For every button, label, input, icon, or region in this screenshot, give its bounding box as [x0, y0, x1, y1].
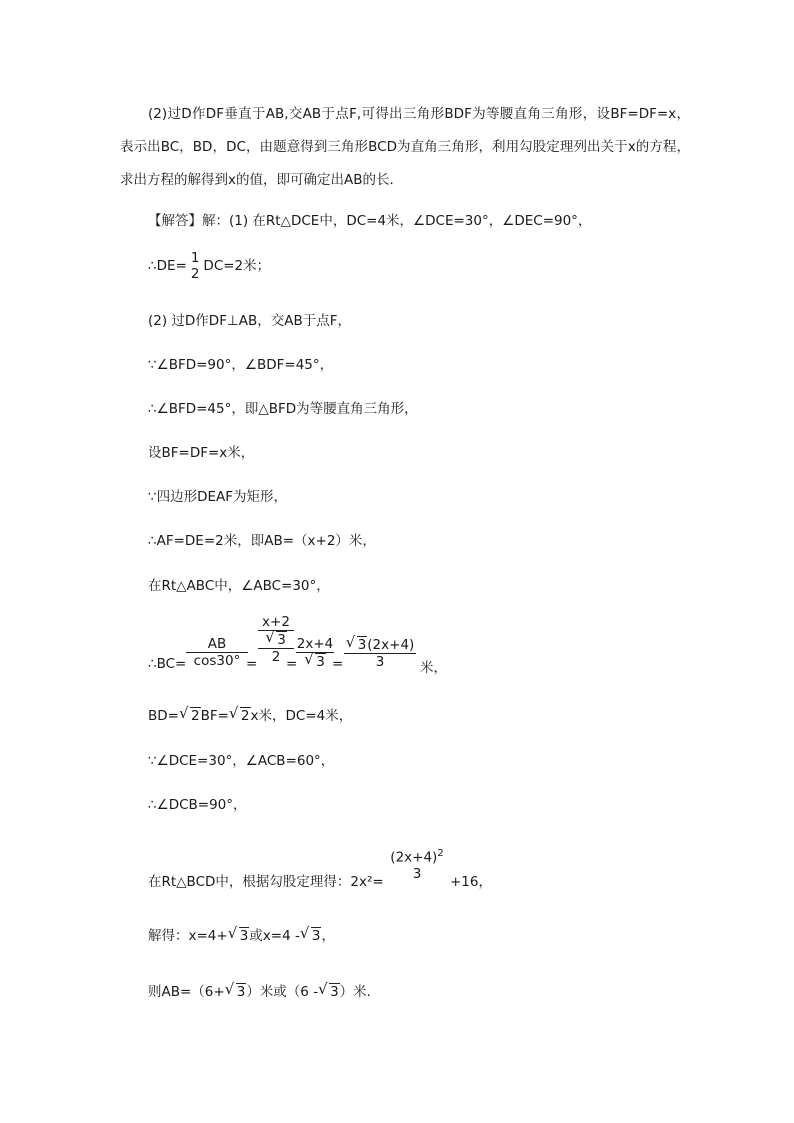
- sqrt-expression: [258, 628, 294, 649]
- analysis-paragraph: [120, 98, 690, 197]
- answer-text: (1) 在Rt△DCE中，DC=4米，∠DCE=30°，∠DEC=90°，: [229, 213, 592, 229]
- radicand: 3: [239, 928, 249, 944]
- radical-icon: √: [228, 704, 239, 722]
- radical-icon: √: [265, 628, 275, 646]
- denominator: 3: [375, 654, 385, 670]
- fraction: [189, 250, 202, 282]
- text-segment: ）米或（6 -: [246, 984, 319, 1000]
- text-segment: 解得：x=4+: [148, 928, 228, 944]
- exponent: 2: [437, 848, 444, 859]
- sqrt: [265, 628, 287, 648]
- radicand: 3: [277, 632, 286, 648]
- denominator: 2: [190, 266, 200, 282]
- text-segment: 在Rt△BCD中，根据勾股定理得：2x²=: [148, 874, 384, 890]
- text-segment: ∵∠DCE=30°，∠ACB=60°，: [148, 753, 335, 769]
- text-segment: 在Rt△ABC中，∠ABC=30°，: [148, 578, 330, 594]
- numerator: 1: [190, 250, 200, 266]
- sqrt-expression: [296, 650, 334, 670]
- sqrt: [318, 980, 340, 1000]
- text-segment: ∴BC=: [148, 656, 187, 672]
- radical-icon: √: [224, 980, 235, 998]
- text-segment: (2) 过D作DF⊥AB，交AB于点F，: [148, 313, 351, 329]
- sqrt: [228, 704, 251, 724]
- fraction-ab-cos: [186, 636, 248, 669]
- answer-line-5: [148, 400, 418, 418]
- radicand: 3: [357, 637, 367, 653]
- bd-line: [148, 704, 352, 724]
- text-segment: ∴∠BFD=45°，即△BFD为等腰直角三角形，: [148, 401, 418, 417]
- text-segment: 设BF=DF=x米，: [148, 445, 255, 461]
- text-segment: ∴DE=: [148, 258, 187, 274]
- text-segment: (2x+4): [390, 849, 438, 866]
- radical-icon: √: [178, 704, 189, 722]
- sqrt: [304, 650, 326, 670]
- sqrt: [299, 924, 322, 944]
- sqrt: [345, 633, 368, 653]
- radicand: 3: [316, 654, 325, 670]
- radical-icon: √: [318, 980, 328, 998]
- radical-icon: √: [299, 924, 310, 942]
- text-segment: x米，DC=4米，: [250, 708, 353, 724]
- numerator: [344, 633, 416, 654]
- text-segment: (2x+4): [367, 637, 415, 653]
- solution-line: [148, 924, 335, 944]
- radicand: 2: [190, 708, 200, 724]
- equals-sign: =: [332, 656, 344, 672]
- answer-line-3: [148, 312, 351, 330]
- numerator: x+2: [258, 614, 294, 631]
- text-segment: ，: [321, 928, 335, 944]
- radicand: 3: [330, 984, 339, 1000]
- sqrt: [224, 980, 247, 1000]
- analysis-text: (2)过D作DF垂直于AB,交AB于点F,可得出三角形BDF为等腰直角三角形，设BF=DF=x，表示出BC，BD，DC，由题意得到三角形BCD为直角三角形，利用勾股定理列出关于x的方程，求出方程的解得到x的值，即可确定出AB的长．: [120, 106, 690, 188]
- unit-text: 米，: [420, 660, 447, 676]
- answer-line-4: [148, 356, 333, 374]
- answer-label: 【解答】解：: [148, 213, 229, 229]
- radical-icon: √: [345, 633, 356, 651]
- fraction-2x4-sqrt3: [296, 636, 334, 670]
- equals-sign: =: [246, 656, 258, 672]
- numerator: AB: [186, 636, 248, 653]
- answer-line-12: [148, 796, 247, 814]
- text-segment: ∵四边形DEAF为矩形，: [148, 489, 288, 505]
- text-segment: 或x=4 -: [249, 928, 300, 944]
- text-segment: BD=: [148, 708, 179, 724]
- text-segment: BF=: [200, 708, 229, 724]
- radicand: 2: [240, 708, 250, 724]
- denominator: 2: [271, 649, 281, 665]
- numerator: 2x+4: [296, 636, 334, 652]
- text-segment: ∵∠BFD=90°，∠BDF=45°，: [148, 357, 334, 373]
- fraction-final: [344, 633, 416, 670]
- radical-icon: √: [227, 924, 238, 942]
- text-segment: ∴AF=DE=2米，即AB=（x+2）米，: [148, 533, 376, 549]
- final-answer-line: [148, 980, 380, 1000]
- denominator: cos30°: [193, 653, 241, 669]
- radical-icon: √: [304, 650, 314, 668]
- answer-line-6: [148, 444, 254, 462]
- radicand: 3: [236, 984, 246, 1000]
- fraction-squared: [382, 848, 452, 882]
- text-segment: ∴∠DCB=90°，: [148, 797, 247, 813]
- answer-line-7: [148, 488, 287, 506]
- sqrt: [227, 924, 250, 944]
- text-segment: 则AB=（6+: [148, 984, 225, 1000]
- answer-line-2: [148, 250, 270, 282]
- answer-line-9: [148, 577, 330, 595]
- equals-sign: =: [286, 656, 298, 672]
- text-segment: ）米．: [339, 984, 381, 1000]
- denominator: 3: [412, 865, 422, 882]
- sqrt: [178, 704, 201, 724]
- text-segment: +16，: [450, 874, 492, 890]
- radicand: 3: [311, 928, 321, 944]
- answer-line-1: [148, 212, 591, 230]
- numerator: [382, 848, 452, 866]
- answer-line-8: [148, 532, 376, 550]
- text-segment: DC=2米；: [203, 258, 271, 274]
- answer-line-11: [148, 752, 334, 770]
